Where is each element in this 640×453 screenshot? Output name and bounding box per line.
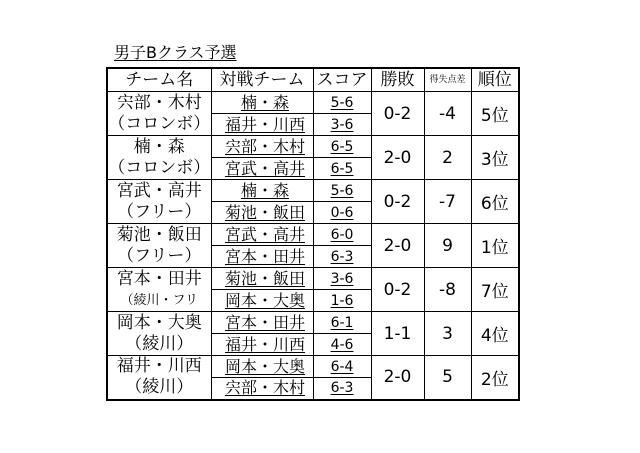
- team-cell: [107, 312, 211, 356]
- rank-cell: 5位: [471, 92, 519, 136]
- score-cell: 0-6: [313, 202, 371, 224]
- table-row: [107, 268, 519, 290]
- point-diff-cell: 5: [424, 356, 471, 400]
- opponent-cell: 宮武・高井: [211, 158, 313, 180]
- score-cell: 4-6: [313, 334, 371, 356]
- opponent-cell: 宍部・木村: [211, 136, 313, 158]
- header-team: チーム名: [107, 68, 211, 92]
- team-name: 宮本・田井: [116, 268, 202, 289]
- score-cell: 6-4: [313, 356, 371, 378]
- rank-cell: 4位: [471, 312, 519, 356]
- opponent-cell: 宮本・田井: [211, 312, 313, 334]
- score-cell: 3-6: [313, 268, 371, 290]
- page-title: 男子Bクラス予選: [114, 43, 237, 62]
- table-row: [107, 180, 519, 202]
- point-diff-cell: -7: [424, 180, 471, 224]
- point-diff-cell: 2: [424, 136, 471, 180]
- rank-cell: 2位: [471, 356, 519, 400]
- opponent-cell: 楠・森: [211, 92, 313, 114]
- table-row: [107, 356, 519, 378]
- opponent-cell: 宮本・田井: [211, 246, 313, 268]
- record-cell: 0-2: [371, 92, 424, 136]
- point-diff-cell: 3: [424, 312, 471, 356]
- opponent-cell: 宮武・高井: [211, 224, 313, 246]
- opponent-cell: 岡本・大奥: [211, 356, 313, 378]
- team-club: （コロンボ）: [108, 113, 211, 134]
- team-club: （コロンボ）: [108, 157, 211, 178]
- rank-cell: 3位: [471, 136, 519, 180]
- team-cell: [107, 268, 211, 312]
- opponent-cell: 菊池・飯田: [211, 202, 313, 224]
- opponent-cell: 岡本・大奥: [211, 290, 313, 312]
- team-name: 宍部・木村: [116, 92, 202, 113]
- team-club: （綾川）: [125, 377, 194, 398]
- team-club: （フリー）: [117, 245, 202, 266]
- opponent-cell: 楠・森: [211, 180, 313, 202]
- rank-cell: 6位: [471, 180, 519, 224]
- record-cell: 2-0: [371, 136, 424, 180]
- results-table: [106, 67, 520, 401]
- rank-cell: 1位: [471, 224, 519, 268]
- score-cell: 6-5: [313, 158, 371, 180]
- team-name: 岡本・大奥: [116, 312, 202, 333]
- header-opponent: 対戦チーム: [211, 68, 313, 92]
- table-row: [107, 312, 519, 334]
- record-cell: 2-0: [371, 224, 424, 268]
- opponent-cell: 福井・川西: [211, 114, 313, 136]
- header-point-diff: 得失点差: [424, 68, 471, 92]
- team-club: （フリー）: [117, 201, 202, 222]
- team-cell: [107, 180, 211, 224]
- record-cell: 1-1: [371, 312, 424, 356]
- score-cell: 6-0: [313, 224, 371, 246]
- team-club: （綾川・フリ: [120, 292, 198, 308]
- team-club: （綾川）: [125, 333, 194, 354]
- score-cell: 6-1: [313, 312, 371, 334]
- opponent-cell: 福井・川西: [211, 334, 313, 356]
- record-cell: 2-0: [371, 356, 424, 400]
- score-cell: 5-6: [313, 180, 371, 202]
- score-cell: 5-6: [313, 92, 371, 114]
- team-cell: [107, 224, 211, 268]
- point-diff-cell: 9: [424, 224, 471, 268]
- team-cell: [107, 92, 211, 136]
- score-cell: 6-5: [313, 136, 371, 158]
- score-cell: 6-3: [313, 378, 371, 400]
- point-diff-cell: -4: [424, 92, 471, 136]
- point-diff-cell: -8: [424, 268, 471, 312]
- rank-cell: 7位: [471, 268, 519, 312]
- team-name: 菊池・飯田: [116, 224, 202, 245]
- score-cell: 6-3: [313, 246, 371, 268]
- table-row: [107, 136, 519, 158]
- opponent-cell: 宍部・木村: [211, 378, 313, 400]
- team-name: 楠・森: [133, 136, 185, 157]
- header-rank: 順位: [471, 68, 519, 92]
- opponent-cell: 菊池・飯田: [211, 268, 313, 290]
- team-cell: [107, 356, 211, 400]
- header-score: スコア: [313, 68, 371, 92]
- table-row: [107, 224, 519, 246]
- record-cell: 0-2: [371, 180, 424, 224]
- team-name: 福井・川西: [116, 356, 202, 377]
- table-row: [107, 92, 519, 114]
- team-name: 宮武・高井: [116, 180, 202, 201]
- score-cell: 1-6: [313, 290, 371, 312]
- record-cell: 0-2: [371, 268, 424, 312]
- header-record: 勝敗: [371, 68, 424, 92]
- header-row: [107, 68, 519, 92]
- team-cell: [107, 136, 211, 180]
- score-cell: 3-6: [313, 114, 371, 136]
